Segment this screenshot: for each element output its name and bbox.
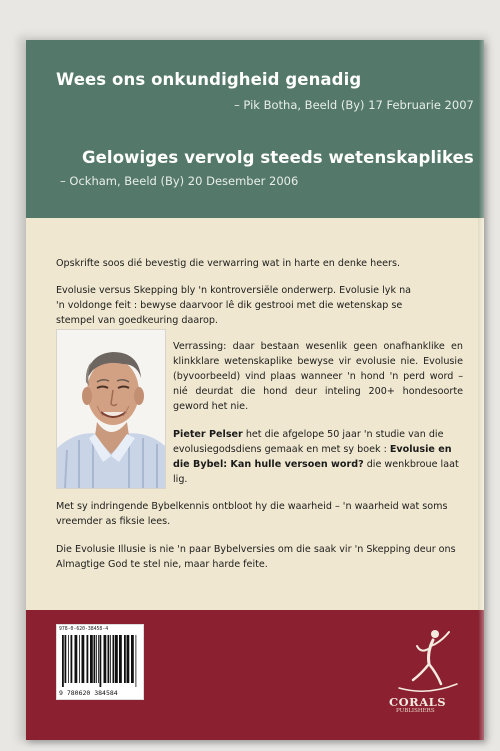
barcode-bar: [98, 635, 99, 683]
isbn-barcode: [56, 624, 144, 700]
author-photo: [56, 329, 166, 489]
evolution-line-2: 'n voldonge feit : bewyse daarvoor lê dik gestrooi met die wetenskap se: [56, 300, 403, 311]
barcode-bar: [90, 635, 93, 683]
book-page-edge: [478, 40, 484, 740]
barcode-bar: [115, 635, 118, 683]
barcode-bar: [87, 635, 89, 683]
barcode-bar: [136, 635, 137, 687]
barcode-bar: [131, 635, 134, 683]
barcode-bar: [71, 635, 73, 683]
dancing-figure-icon: [391, 624, 463, 734]
barcode-bars-icon: [61, 635, 139, 687]
author-paragraph-tail: die wenkbroue laat lig.: [173, 459, 459, 485]
book-title: Evolusie en die Bybel: Kan hulle versoen word?: [173, 444, 452, 470]
barcode-bar: [65, 635, 67, 683]
evolution-line-3: stempel van goedkeuring daarop.: [56, 315, 218, 326]
barcode-bar: [127, 635, 130, 683]
book-back-cover: [26, 40, 484, 740]
isbn-text: 978-0-620-38458-4: [59, 627, 109, 632]
barcode-bar: [68, 635, 69, 683]
barcode-bar: [94, 635, 96, 683]
evolution-line-1: Evolusie versus Skepping bly 'n kontroversiële onderwerp. Evolusie lyk na: [56, 285, 412, 296]
publisher-name: CORALS: [389, 695, 447, 709]
quote-headline-2: Gelowiges vervolg steeds wetenskaplikes: [82, 148, 474, 167]
barcode-bar: [100, 635, 102, 687]
author-paragraph: [173, 427, 463, 487]
barcode-bar: [104, 635, 107, 683]
barcode-bar: [75, 635, 78, 683]
surprise-paragraph: Verrassing: daar bestaan wesenlik geen onafhanklike en klinkklare wetenskaplike bewyse vir evolusie nie. Evolusie (byvoorbeeld) vind plaas wanneer 'n hond 'n perd word – nié deurdat die hond deur inteling 200+ hondesoorte geword het nie.: [173, 341, 463, 412]
evolution-paragraph: [56, 283, 466, 328]
barcode-bar: [124, 635, 126, 683]
quote-headline-1: Wees ons onkundigheid genadig: [56, 70, 362, 89]
quote-attribution-1: – Pik Botha, Beeld (By) 17 Februarie 2007: [234, 98, 474, 112]
intro-paragraph: Opskrifte soos dié bevestig die verwarring wat in harte en denke heers.: [56, 258, 401, 269]
quote-band: [26, 40, 484, 218]
closing-paragraph: Die Evolusie Illusie is nie 'n paar Bybelversies om die saak vir 'n Skepping deur ons Almagtige God te stel nie, maar harde feite.: [56, 544, 456, 570]
barcode-bar: [82, 635, 85, 683]
barcode-bar: [79, 635, 80, 683]
bible-knowledge-paragraph: Met sy indringende Bybelkennis ontbloot hy die waarheid – 'n waarheid wat soms vreemder as fiksie lees.: [56, 501, 448, 527]
barcode-bar: [119, 635, 122, 683]
publisher-tagline: PUBLISHERS: [396, 708, 435, 714]
barcode-bar: [62, 635, 64, 687]
quote-attribution-2: – Ockham, Beeld (By) 20 Desember 2006: [60, 174, 299, 188]
author-portrait-icon: [57, 330, 165, 488]
barcode-bar: [96, 635, 97, 683]
barcode-bar: [108, 635, 110, 683]
author-paragraph-text: het die afgelope 50 jaar 'n studie van die evolusiegodsdiens gemaak en met sy boek :: [173, 429, 444, 455]
barcode-bar: [113, 635, 115, 683]
barcode-bar: [110, 635, 111, 683]
author-name: Pieter Pelser: [173, 429, 243, 440]
isbn-digits: 9 780620 384584: [59, 689, 118, 697]
